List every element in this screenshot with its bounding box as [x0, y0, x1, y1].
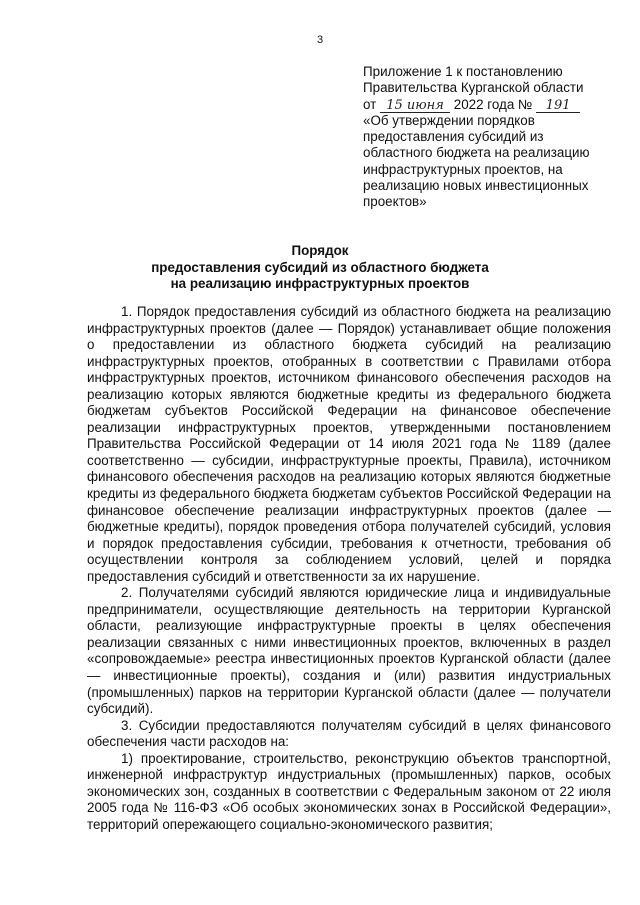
appendix-header: [363, 64, 613, 211]
appendix-date-line: [363, 97, 613, 113]
appendix-line-4: «Об утверждении порядков: [363, 112, 535, 128]
appendix-line-2: Правительства Курганской области: [363, 80, 584, 96]
date-prefix: от: [363, 96, 377, 112]
paragraph-3-item-1: 1) проектирование, строительство, реконструкцию объектов транспортной, инженерной инфраструктур индустриальных (промышленных) парков, особых экономических зон, созданных в соответствии с Федеральным законом от 22 июля 2005 года № 116-ФЗ «Об особых экономических зонах в Российской Федерации», территорий опережающего социально-экономического развития;: [87, 750, 611, 832]
paragraph-3: 3. Субсидии предоставляются получателям субсидий в целях финансового обеспечения части расходов на:: [87, 717, 611, 750]
document-title: [0, 243, 640, 293]
appendix-line-8: реализацию новых инвестиционных: [363, 178, 589, 194]
appendix-line-7: инфраструктурных проектов, на: [363, 161, 563, 177]
appendix-line-6: областного бюджета на реализацию: [363, 145, 590, 161]
title-line-3: на реализацию инфраструктурных проектов: [170, 276, 470, 291]
document-body: [87, 304, 611, 834]
title-line-2: предоставления субсидий из областного бюджета: [151, 259, 489, 275]
handwritten-date: 15 июня: [380, 99, 450, 113]
appendix-line-5: предоставления субсидий из: [363, 129, 544, 145]
paragraph-2: 2. Получателями субсидий являются юридические лица и индивидуальные предприниматели, осуществляющие деятельность на территории Курганской области, реализующие инфраструктурные проекты в целях обеспечения реализации связанных с ними инвестиционных проектов, включенных в раздел «сопровождаемые» реестра инвестиционных проектов Курганской области (далее — инвестиционные проекты), создания и (или) развития индустриальных (промышленных) парков на территории Курганской области (далее — получатели субсидий).: [87, 585, 611, 717]
title-line-1: Порядок: [291, 243, 349, 258]
appendix-line-9: проектов»: [363, 194, 427, 210]
paragraph-1: 1. Порядок предоставления субсидий из областного бюджета на реализацию инфраструктурных проектов (далее — Порядок) устанавливает общие положения о предоставлении из областного бюджета субсидий на реализацию инфраструктурных проектов, отобранных в соответствии с Правилами отбора инфраструктурных проектов, источником финансового обеспечения расходов на реализацию которых являются бюджетные кредиты из федерального бюджета бюджетам субъектов Российской Федерации на финансовое обеспечение реализации инфраструктурных проектов, утвержденными постановлением Правительства Российской Федерации от 14 июля 2021 года № 1189 (далее соответственно — субсидии, инфраструктурные проекты, Правила), источником финансового обеспечения расходов на реализацию которых являются бюджетные кредиты из федерального бюджета бюджетам субъектов Российской Федерации на финансовое обеспечение реализации инфраструктурных проектов (далее — бюджетные кредиты), порядок проведения отбора получателей субсидий, условия и порядок предоставления субсидии, требования к отчетности, требования об осуществлении контроля за соблюдением условий, целей и порядка предоставления субсидий и ответственности за их нарушение.: [87, 304, 611, 584]
page-number: 3: [316, 34, 324, 46]
appendix-line-1: Приложение 1 к постановлению: [363, 64, 563, 79]
date-year: 2022 года №: [453, 96, 533, 112]
handwritten-number: 191: [536, 99, 580, 113]
